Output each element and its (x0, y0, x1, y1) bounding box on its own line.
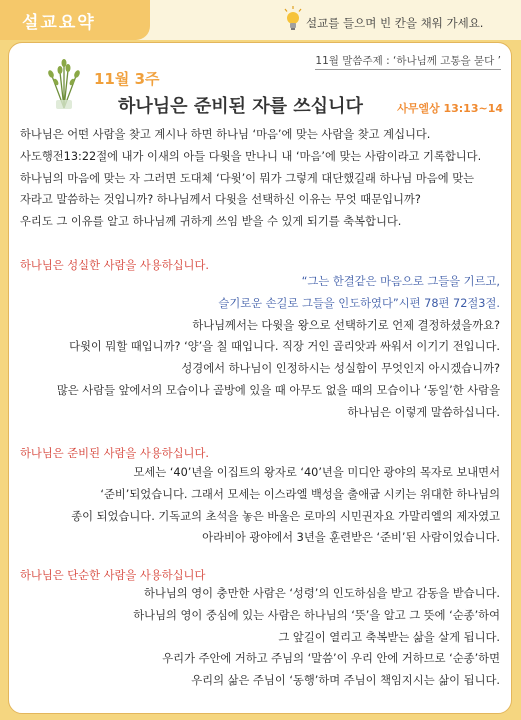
section-simple (20, 583, 500, 692)
intro-line: 자라고 말씀하는 것입니까? 하나님께서 다윗을 선택하신 이유는 무엇 때문입니까? (20, 193, 421, 207)
section-line: 우리가 주안에 거하고 주님의 ‘말씀’이 우리 안에 거하므로 ‘순종’하면 (162, 652, 500, 666)
section-line: 하나님께서는 다윗을 왕으로 선택하기로 언제 결정하셨을까요? (192, 318, 500, 332)
quote-line: “그는 한결같은 마음으로 그들을 기르고, (301, 275, 500, 288)
section-line: 아라비아 광야에서 3년을 훈련받은 ‘준비’된 사람이었습니다. (202, 531, 500, 545)
section-line: 그 앞길이 열리고 축복받는 삶을 살게 됩니다. (278, 630, 500, 644)
intro-line: 하나님은 어떤 사람을 찾고 계시나 하면 하나님 ‘마음’에 맞는 사람을 찾고 계십니다. (20, 128, 431, 141)
sermon-theme: 11월 말씀주제 : ‘하나님께 고통을 묻다 ’ (315, 53, 501, 70)
section-line: 하나님은 이렇게 말씀하십니다. (347, 405, 500, 419)
sermon-title: 하나님은 준비된 자를 쓰십니다 (118, 96, 363, 117)
section-line: 다윗이 뭐할 때입니까? ‘양’을 칠 때입니다. 직장 거인 골리앗과 싸워서 이기기 전입니다. (69, 340, 500, 354)
sermon-scripture: 사무엘상 13:13~14 (397, 102, 503, 115)
header-tab (0, 0, 150, 40)
intro-line: 사도행전13:22절에 내가 이새의 아들 다윗을 만나니 내 ‘마음’에 맞는 사람이라고 기록합니다. (20, 149, 482, 163)
section-prepared (20, 462, 500, 549)
section-line: 우리의 삶은 주님이 ‘동행’하며 주님이 책임지시는 삶이 됩니다. (191, 674, 500, 688)
header-tab-title: 설교요약 (22, 13, 96, 33)
intro-paragraph (20, 124, 500, 233)
section-line: 성경에서 하나님이 인정하시는 성실함이 무엇인지 아시겠습니까? (181, 362, 500, 376)
section-line: 하나님의 영이 중심에 있는 사람은 하나님의 ‘뜻’을 알고 그 뜻에 ‘순종’하여 (133, 608, 500, 622)
section-heading-prepared: 하나님은 준비된 사람을 사용하십니다. (20, 447, 209, 460)
quote-line: 슬기로운 손길로 그들을 인도하였다”시편 78편 72절3절. (218, 296, 500, 310)
header-hint: 설교를 들으며 빈 칸을 채워 가세요. (306, 16, 484, 30)
section-faithful (20, 271, 500, 424)
section-line: ‘준비’되었습니다. 그래서 모세는 이스라엘 백성을 출애굽 시키는 위대한 하나님의 (100, 487, 500, 501)
section-line: 종이 되었습니다. 기독교의 초석을 놓은 바울은 로마의 시민권자요 가말리엘의 제자였고 (71, 509, 500, 523)
header-bar (0, 0, 521, 40)
sermon-week: 11월 3주 (94, 70, 160, 88)
section-heading-simple: 하나님은 단순한 사람을 사용하십니다 (20, 569, 206, 582)
section-heading-faithful: 하나님은 성실한 사람을 사용하십니다. (20, 259, 209, 272)
intro-line: 하나님의 마음에 맞는 자 그러면 도대체 ‘다윗’이 뭐가 그렇게 대단했길래 하나님 마음에 맞는 (20, 171, 475, 185)
section-line: 하나님의 영이 충만한 사람은 ‘성령’의 인도하심을 받고 감동을 받습니다. (144, 587, 500, 600)
lightbulb-icon (283, 6, 303, 32)
intro-line: 우리도 그 이유를 알고 하나님께 귀하게 쓰임 받을 수 있게 되기를 축복합니다. (20, 215, 402, 229)
section-line: 많은 사람들 앞에서의 모습이나 골방에 있을 때 아무도 없을 때의 모습이나 ‘동일’한 사람을 (56, 383, 500, 397)
section-line: 모세는 ‘40’년을 이집트의 왕자로 ‘40’년을 미디안 광야의 목자로 보내면서 (133, 466, 500, 479)
wheat-plant-icon (38, 54, 90, 110)
